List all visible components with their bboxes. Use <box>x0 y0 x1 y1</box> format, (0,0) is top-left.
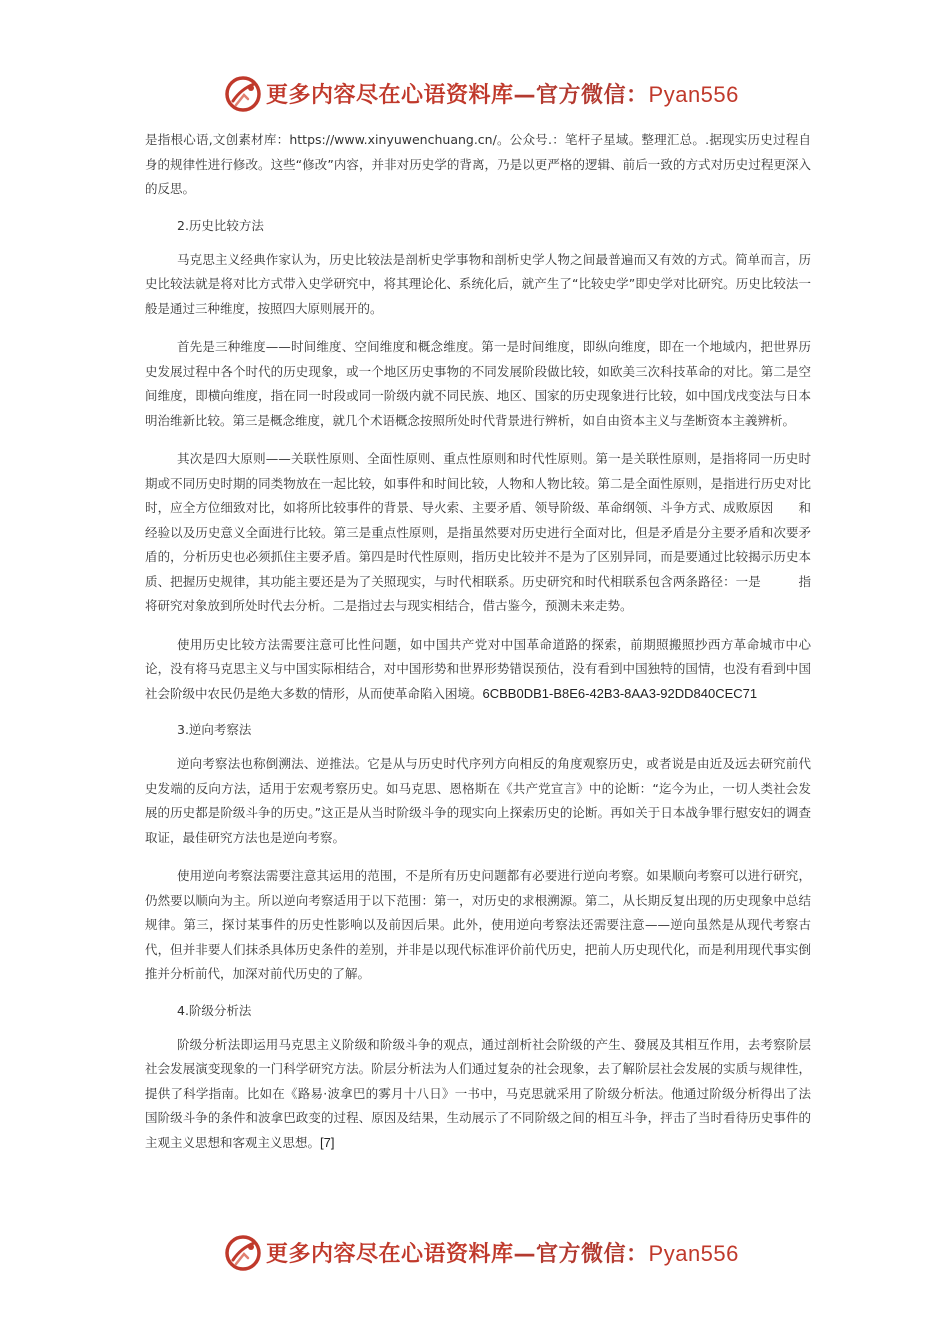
banner-wechat-id: Pyan556 <box>648 1241 739 1266</box>
paragraph <box>145 864 811 987</box>
brand-logo <box>224 75 262 113</box>
banner-main-text: 更多内容尽在心语资料库 <box>266 1242 514 1267</box>
paragraph-intro <box>145 128 811 202</box>
document-code: 6CBB0DB1-B8E6-42B3-8AA3-92DD840CEC71 <box>482 685 758 701</box>
footer-banner <box>0 1230 950 1274</box>
banner-wechat-id: Pyan556 <box>648 82 739 107</box>
paragraph <box>145 447 811 619</box>
paragraph-text: 使用逆向考察法需要注意其运用的范围，不是所有历史问题都有必要进行逆向考察。如果顺向考察可以进行研究，仍然要以顺向为主。所以逆向考察适用于以下范围：第一，对历史的求根溯源。第二，从长期反复出现的历史现象中总结规律。第三，探讨某事件的历史性影响以及前因后果。此外，使用逆向考察法还需要注意——逆向虽然是从现代考察古代，但并非要人们抹杀具体历史条件的差别，并非是以现代标准评价前代历史，把前人历史现代化，而是利用现代事实倒推并分析前代，加深对前代历史的了解。 <box>145 868 811 981</box>
banner-main-text: 更多内容尽在心语资料库 <box>266 83 514 108</box>
banner-text <box>266 1237 739 1268</box>
brand-logo-icon <box>224 1234 262 1272</box>
paragraph-text: 逆向考察法也称倒溯法、逆推法。它是从与历史时代序列方向相反的角度观察历史，或者说是由近及远去研究前代史发端的反向方法，适用于宏观考察历史。如马克思、恩格斯在《共产党宣言》中的论断：“迄今为止，一切人类社会发展的历史都是阶级斗争的历史。”这正是从当时阶级斗争的现实向上探索历史的论断。再如关于日本战争罪行慰安妇的调查取证，最佳研究方法也是逆向考察。 <box>145 756 811 845</box>
section-heading-2: 2.历史比较方法 <box>177 217 264 233</box>
paragraph-text: 马克思主义经典作家认为，历史比较法是剖析史学事物和剖析史学人物之间最普遍而又有效的方式。简单而言，历史比较法就是将对比方式带入史学研究中，将其理论化、系统化后，就产生了“比较史学”即史学对比研究。历史比较法一般是通过三种维度，按照四大原则展开的。 <box>145 251 811 316</box>
banner-sub-text: —官方微信： <box>513 1242 649 1267</box>
brand-logo <box>224 1234 262 1272</box>
section-heading-3: 3.逆向考察法 <box>177 722 252 737</box>
paragraph-text: 其次是四大原则——关联性原则、全面性原则、重点性原则和时代性原则。第一是关联性原则，是指将同一历史时期或不同历史时期的同类物放在一起比较，如事件和时间比较，人物和人物比较。第二是全面性原则，是指进行历史对比时，应全方位细致对比，如将所比较事件的背景、导火索、主要矛盾、领导阶级、革命纲领、斗争方式、成败原因 和经验以及历史意义全面进行比较。第三是重点性原则，是指虽然要对历史进行全面对比，但是矛盾是分主要矛盾和次要矛盾的，分析历史也必须抓住主要矛盾。第四是时代性原则，指历史比较并不是为了区别异同，而是要通过比较揭示历史本质、把握历史规律，其功能主要还是为了关照现实，与时代相联系。历史研究和时代相联系包含两条路径：一是 指将研究对象放到所处时代去分析。二是指过去与现实相结合，借古鉴今，预测未来走势。 <box>145 451 811 613</box>
banner-sub-text: —官方微信： <box>513 83 649 108</box>
paragraph <box>145 752 811 850</box>
brand-logo-icon <box>224 75 262 113</box>
paragraph <box>145 248 811 322</box>
paragraph-text: 首先是三种维度——时间维度、空间维度和概念维度。第一是时间维度，即纵向维度，即在一个地域内，把世界历史发展过程中各个时代的历史现象，或一个地区历史事物的不同发展阶段做比较，如欧美三次科技革命的对比。第二是空间维度，即横向维度，指在同一时段或同一阶级内就不同民族、地区、国家的历史现象进行比较，如中国戊戌变法与日本明治维新比较。第三是概念维度，就几个术语概念按照所处时代背景进行辨析，如自由资本主义与垄断资本主義辨析。 <box>145 339 811 428</box>
paragraph-text: 使用历史比较方法需要注意可比性问题，如中国共产党对中国革命道路的探索，前期照搬照抄西方革命城市中心论，没有将马克思主义与中国实际相结合，对中国形势和世界形势错误预估，没有看到中国独特的国情，也没有看到中国社会阶级中农民仍是绝大多数的情形，从而使革命陷入困境。 <box>145 636 811 701</box>
paragraph-text: 阶级分析法即运用马克思主义阶级和阶级斗争的观点，通过剖析社会阶级的产生、發展及其相互作用，去考察阶层社会发展演变现象的一门科学研究方法。阶层分析法为人们通过复杂的社会现象，去了解阶层社会发展的实质与规律性，提供了科学指南。比如在《路易·波拿巴的雾月十八日》一书中，马克思就采用了阶级分析法。他通过阶级分析得出了法国阶级斗争的条件和波拿巴政变的过程、原因及结果，生动展示了不同阶级之间的相互斗争，抨击了当时看待历史事件的主观主义思想和客观主义思想。 <box>145 1036 811 1150</box>
paragraph <box>145 335 811 433</box>
citation-reference: [7] <box>320 1134 335 1150</box>
section-heading-4: 4.阶级分析法 <box>177 1002 252 1018</box>
document-body <box>145 128 811 1169</box>
header-banner <box>0 71 950 115</box>
paragraph-intro-text: 是指根心语,文创素材库：https://www.xinyuwenchuang.cn/。公众号.：笔杆子星域。整理汇总。.据现实历史过程自身的规律性进行修改。这些“修改”内容，并非对历史学的背离，乃是以更严格的逻辑、前后一致的方式对历史过程更深入的反思。 <box>145 132 811 196</box>
paragraph <box>145 1033 811 1156</box>
banner-text <box>266 78 739 109</box>
paragraph <box>145 633 811 707</box>
